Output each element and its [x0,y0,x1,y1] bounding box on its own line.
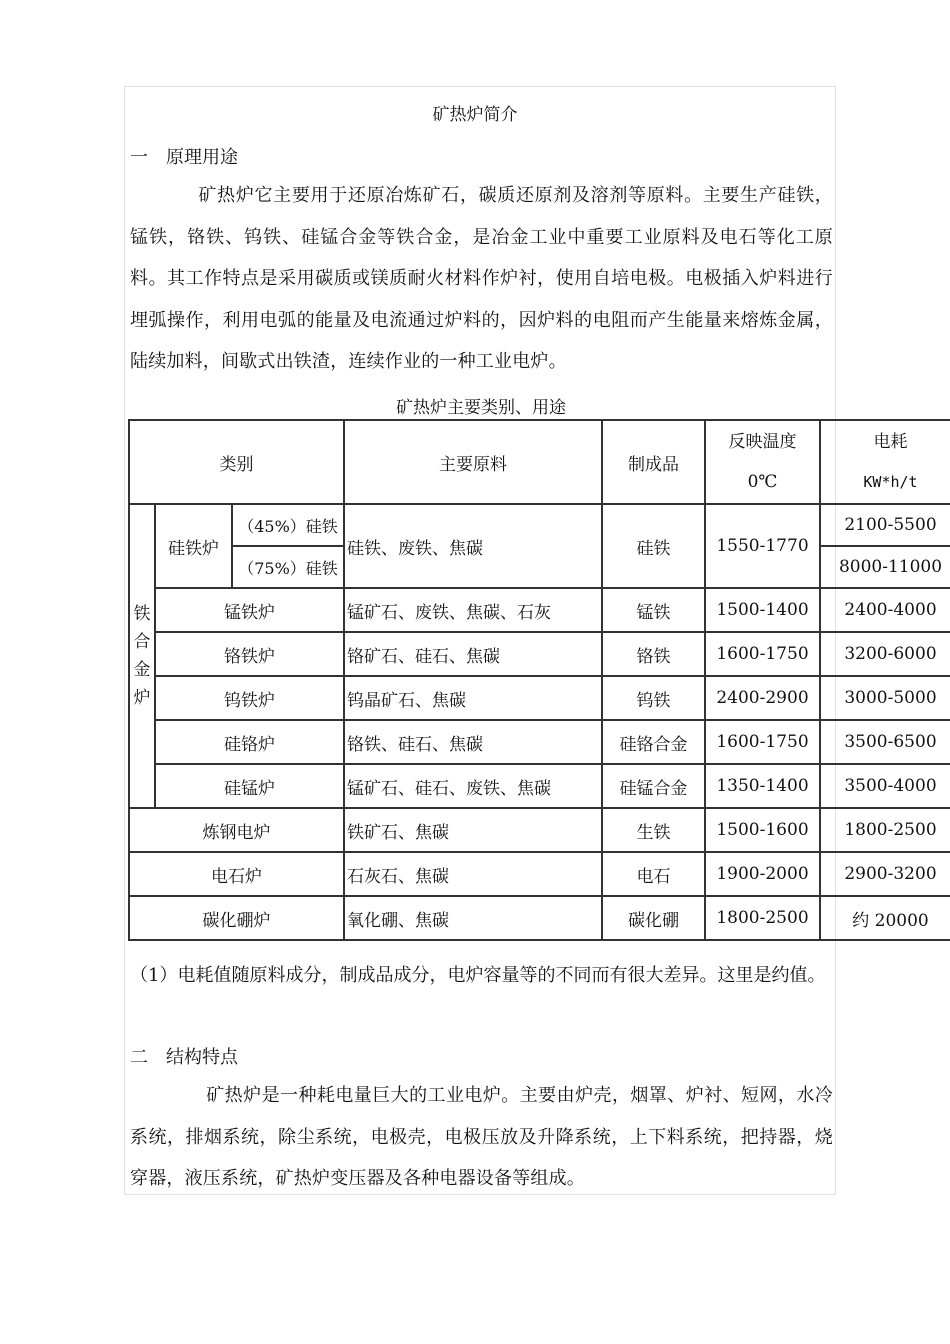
raw-material: 石灰石、焦碳 [344,852,602,896]
furnace-name: 锰铁炉 [155,588,344,632]
temperature: 1500-1400 [705,588,820,632]
temperature: 1600-1750 [705,632,820,676]
table-footnote: （1）电耗值随原料成分，制成品成分，电炉容量等的不同而有很大差异。这里是约值。 [130,965,826,986]
table-row [129,852,950,896]
temperature: 1900-2000 [705,852,820,896]
silicon-furnace-product: 硅铁 [602,504,705,588]
header-product: 制成品 [602,420,705,504]
header-category: 类别 [129,420,344,504]
product: 铬铁 [602,632,705,676]
table-row [129,764,950,808]
silicon-furnace-name: 硅铁炉 [155,504,232,588]
silicon-furnace-sub-45: （45%）硅铁 [232,504,344,546]
header-temperature-unit: 0℃ [747,472,778,492]
furnace-name: 炼钢电炉 [129,808,344,852]
table-row [129,504,950,546]
power: 3500-4000 [820,764,950,808]
temperature: 1800-2500 [705,896,820,940]
raw-material: 铬铁、硅石、焦碳 [344,720,602,764]
header-raw-material: 主要原料 [344,420,602,504]
temperature: 1350-1400 [705,764,820,808]
silicon-furnace-power-45: 2100-5500 [820,504,950,546]
product: 硅锰合金 [602,764,705,808]
power: 2900-3200 [820,852,950,896]
product: 硅铬合金 [602,720,705,764]
header-power [820,420,950,504]
furnace-table [128,419,950,941]
group-label-ferroalloy: 铁 合 金 炉 [129,504,155,808]
header-temperature [705,420,820,504]
power: 3000-5000 [820,676,950,720]
table-row [129,896,950,940]
furnace-name: 碳化硼炉 [129,896,344,940]
table-row [129,588,950,632]
silicon-furnace-temperature: 1550-1770 [705,504,820,588]
table-row [129,632,950,676]
header-power-label: 电耗 [873,432,908,452]
power: 3500-6500 [820,720,950,764]
silicon-furnace-sub-75: （75%）硅铁 [232,546,344,588]
power: 3200-6000 [820,632,950,676]
silicon-furnace-power-75: 8000-11000 [820,546,950,588]
silicon-furnace-raw-material: 硅铁、废铁、焦碳 [344,504,602,588]
temperature: 1500-1600 [705,808,820,852]
temperature: 2400-2900 [705,676,820,720]
furnace-name: 硅锰炉 [155,764,344,808]
power: 约 20000 [820,896,950,940]
section-2-heading: 二 结构特点 [130,1047,238,1068]
table-row [129,676,950,720]
raw-material: 氧化硼、焦碳 [344,896,602,940]
furnace-name: 铬铁炉 [155,632,344,676]
power: 2400-4000 [820,588,950,632]
table-caption: 矿热炉主要类别、用途 [396,398,566,418]
section-1-heading: 一 原理用途 [130,147,238,168]
product: 生铁 [602,808,705,852]
product: 碳化硼 [602,896,705,940]
section-1-paragraph [130,175,833,383]
section-1-paragraph-text: 矿热炉它主要用于还原冶炼矿石，碳质还原剂及溶剂等原料。主要生产硅铁，锰铁，铬铁、钨铁、硅锰合金等铁合金，是冶金工业中重要工业原料及电石等化工原料。其工作特点是采用碳质或镁质耐火材料作炉衬，使用自培电极。电极插入炉料进行埋弧操作，利用电弧的能量及电流通过炉料的，因炉料的电阻而产生能量来熔炼金属，陆续加料，间歇式出铁渣，连续作业的一种工业电炉。 [130,185,833,372]
product: 锰铁 [602,588,705,632]
power: 1800-2500 [820,808,950,852]
header-power-unit: KW*h/t [863,473,918,491]
document-title: 矿热炉简介 [432,105,518,125]
product: 电石 [602,852,705,896]
temperature: 1600-1750 [705,720,820,764]
section-2-paragraph [130,1075,833,1200]
table-row [129,720,950,764]
table-header-row [129,420,950,504]
section-2-paragraph-text: 矿热炉是一种耗电量巨大的工业电炉。主要由炉壳，烟罩、炉衬、短网，水冷系统，排烟系统，除尘系统，电极壳，电极压放及升降系统，上下料系统，把持器，烧穿器，液压系统，矿热炉变压器及各种电器设备等组成。 [130,1085,833,1189]
product: 钨铁 [602,676,705,720]
table-row [129,808,950,852]
furnace-name: 电石炉 [129,852,344,896]
raw-material: 钨晶矿石、焦碳 [344,676,602,720]
raw-material: 锰矿石、硅石、废铁、焦碳 [344,764,602,808]
header-temperature-label: 反映温度 [728,432,797,452]
furnace-name: 钨铁炉 [155,676,344,720]
furnace-name: 硅铬炉 [155,720,344,764]
raw-material: 铬矿石、硅石、焦碳 [344,632,602,676]
raw-material: 铁矿石、焦碳 [344,808,602,852]
raw-material: 锰矿石、废铁、焦碳、石灰 [344,588,602,632]
